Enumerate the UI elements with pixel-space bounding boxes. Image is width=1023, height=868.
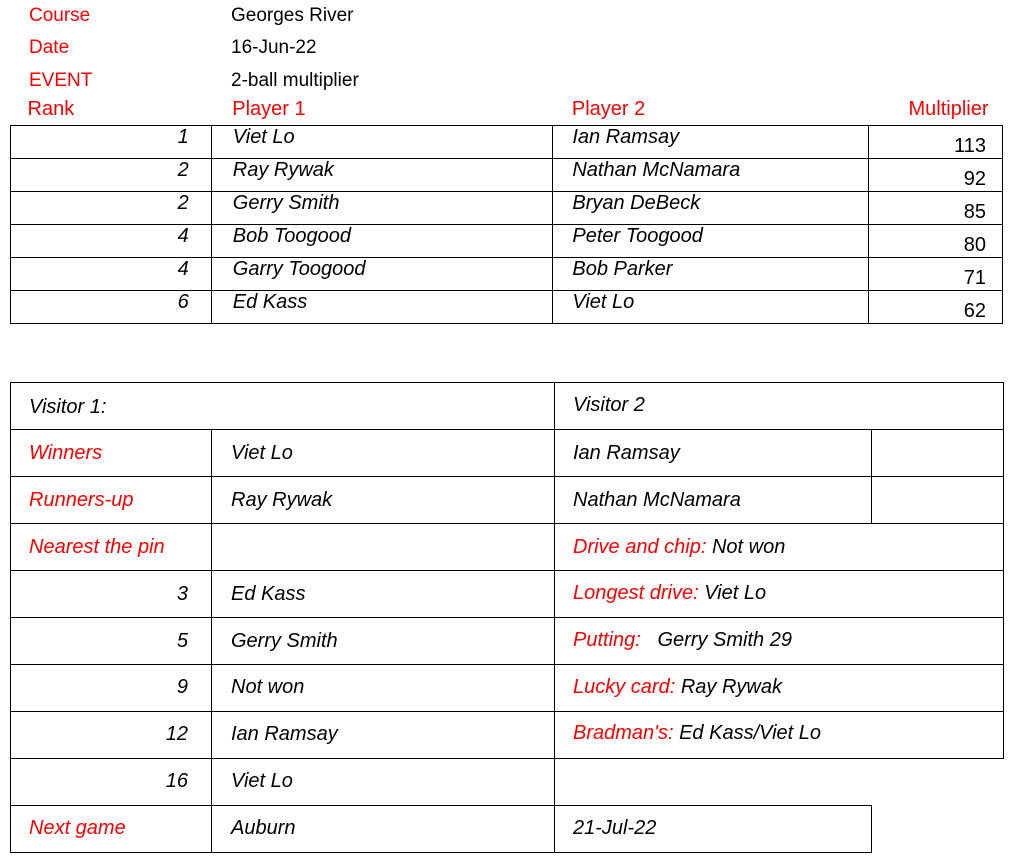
ntp-hole: 3	[176, 583, 188, 605]
player1-cell: Ray Rywak	[211, 159, 553, 192]
results-table	[10, 98, 1003, 324]
ntp-hole: 12	[165, 723, 188, 745]
next-game-venue: Auburn	[231, 817, 296, 839]
date-label: Date	[29, 37, 70, 58]
player2-cell: Ian Ramsay	[553, 126, 869, 159]
lucky-card	[573, 675, 782, 699]
nearest-pin-label: Nearest the pin	[29, 536, 165, 558]
date-value: 16-Jun-22	[231, 37, 317, 58]
longest-drive-label: Longest drive:	[573, 582, 699, 604]
drive-chip-value: Not won	[711, 536, 786, 558]
course-value: Georges River	[231, 5, 354, 26]
table-row	[11, 126, 1003, 159]
winners-label: Winners	[29, 442, 103, 464]
rank-cell: 2	[11, 159, 212, 192]
multiplier-cell: 92	[869, 159, 1003, 192]
player2-cell: Nathan McNamara	[553, 159, 869, 192]
ntp-name: Viet Lo	[231, 770, 293, 792]
ntp-hole: 16	[165, 770, 188, 792]
putting-label: Putting:	[573, 629, 641, 651]
table-row	[11, 159, 1003, 192]
col-player1-header: Player 1	[211, 98, 553, 126]
player1-cell: Garry Toogood	[211, 258, 553, 291]
rank-cell: 6	[11, 291, 212, 324]
multiplier-cell: 113	[869, 126, 1003, 159]
rank-cell: 1	[11, 126, 212, 159]
bradmans-value: Ed Kass/Viet Lo	[679, 722, 822, 744]
ntp-name: Ed Kass	[231, 583, 306, 605]
table-row	[11, 291, 1003, 324]
table-row	[11, 192, 1003, 225]
lucky-card-value: Ray Rywak	[680, 676, 782, 698]
player2-cell: Bob Parker	[553, 258, 869, 291]
ntp-name: Gerry Smith	[231, 630, 338, 652]
longest-drive-value: Viet Lo	[704, 582, 767, 604]
rank-cell: 4	[11, 225, 212, 258]
lucky-card-label: Lucky card:	[573, 676, 676, 698]
runners-up-player1: Ray Rywak	[231, 489, 333, 511]
player2-cell: Bryan DeBeck	[553, 192, 869, 225]
col-multiplier-header: Multiplier	[869, 98, 1003, 126]
next-game-date: 21-Jul-22	[573, 817, 657, 839]
player1-cell: Bob Toogood	[211, 225, 553, 258]
runners-up-player2: Nathan McNamara	[573, 489, 741, 511]
event-label: EVENT	[29, 70, 93, 91]
winners-player1: Viet Lo	[231, 442, 293, 464]
table-row	[11, 258, 1003, 291]
summary-cell	[871, 429, 1004, 477]
putting-value: Gerry Smith 29	[657, 629, 792, 651]
multiplier-cell: 62	[869, 291, 1003, 324]
ntp-name: Ian Ramsay	[231, 723, 338, 745]
col-rank-header: Rank	[11, 98, 212, 126]
player2-cell: Viet Lo	[553, 291, 869, 324]
rank-cell: 4	[11, 258, 212, 291]
drive-chip-label: Drive and chip:	[573, 536, 707, 558]
summary-cell	[211, 523, 555, 571]
player1-cell: Ed Kass	[211, 291, 553, 324]
multiplier-cell: 71	[869, 258, 1003, 291]
drive-chip	[573, 535, 785, 559]
multiplier-cell: 85	[869, 192, 1003, 225]
putting	[573, 628, 792, 652]
results-header-row	[11, 98, 1003, 126]
winners-player2: Ian Ramsay	[573, 442, 680, 464]
visitor1-label: Visitor 1:	[29, 396, 107, 418]
next-game-label: Next game	[29, 817, 126, 839]
rank-cell: 2	[11, 192, 212, 225]
runners-up-label: Runners-up	[29, 489, 134, 511]
table-row	[11, 225, 1003, 258]
visitor2-label: Visitor 2	[573, 394, 645, 416]
event-value: 2-ball multiplier	[231, 70, 359, 91]
player1-cell: Gerry Smith	[211, 192, 553, 225]
player1-cell: Viet Lo	[211, 126, 553, 159]
bradmans	[573, 721, 821, 745]
summary-cell	[871, 476, 1004, 524]
ntp-hole: 9	[176, 676, 188, 698]
multiplier-cell: 80	[869, 225, 1003, 258]
bradmans-label: Bradman's:	[573, 722, 674, 744]
col-player2-header: Player 2	[553, 98, 869, 126]
ntp-name: Not won	[231, 676, 305, 698]
longest-drive	[573, 581, 766, 605]
player2-cell: Peter Toogood	[553, 225, 869, 258]
ntp-hole: 5	[176, 630, 188, 652]
course-label: Course	[29, 5, 91, 26]
